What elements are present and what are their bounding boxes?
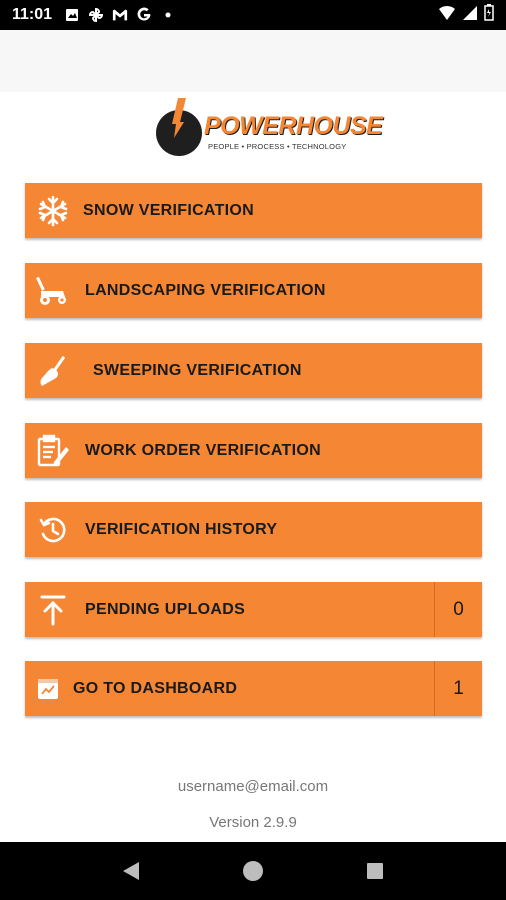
work-order-verification-label: WORK ORDER VERIFICATION (85, 441, 321, 459)
work-order-verification-button[interactable] (25, 423, 482, 478)
powerhouse-logo (156, 98, 383, 160)
notification-icons (64, 7, 176, 23)
battery-icon (484, 4, 494, 26)
go-to-dashboard-button[interactable] (25, 661, 482, 716)
pending-uploads-button[interactable] (25, 582, 482, 637)
user-email: username@email.com (177, 778, 329, 795)
landscaping-verification-label: LANDSCAPING VERIFICATION (85, 281, 326, 299)
status-bar (0, 0, 506, 30)
broom-icon (35, 353, 71, 389)
system-icons (438, 4, 494, 26)
signal-icon (462, 5, 478, 26)
google-icon (136, 7, 152, 23)
logo-word: POWERHOUSE (204, 112, 383, 140)
pinwheel-icon (88, 7, 104, 23)
snow-verification-button[interactable] (25, 183, 482, 238)
verification-history-button[interactable] (25, 502, 482, 557)
wifi-icon (438, 5, 456, 26)
verification-history-label: VERIFICATION HISTORY (85, 520, 278, 538)
dot-icon (160, 7, 176, 23)
dashboard-icon (33, 671, 63, 707)
recents-icon[interactable] (355, 851, 395, 891)
sweeping-verification-button[interactable] (25, 343, 482, 398)
snowflake-icon (35, 193, 71, 229)
app-bar (0, 30, 506, 92)
snow-verification-label: SNOW VERIFICATION (83, 201, 255, 219)
upload-icon (35, 592, 71, 628)
sweeping-verification-label: SWEEPING VERIFICATION (93, 361, 302, 379)
clipboard-edit-icon (35, 433, 71, 469)
history-icon (35, 512, 71, 548)
back-icon[interactable] (111, 851, 151, 891)
go-to-dashboard-label: GO TO DASHBOARD (73, 679, 238, 697)
lawnmower-icon (35, 273, 71, 309)
navigation-bar (0, 842, 506, 900)
home-icon[interactable] (233, 851, 273, 891)
logo-bolt-icon (168, 98, 186, 138)
landscaping-verification-button[interactable] (25, 263, 482, 318)
dashboard-count: 1 (434, 661, 482, 716)
pending-uploads-count: 0 (434, 582, 482, 637)
gmail-icon (112, 7, 128, 23)
image-icon (64, 7, 80, 23)
app-version: Version 2.9.9 (209, 814, 297, 831)
pending-uploads-label: PENDING UPLOADS (85, 600, 246, 618)
status-time: 11:01 (12, 6, 53, 23)
logo-tagline: PEOPLE • PROCESS • TECHNOLOGY (208, 142, 347, 151)
